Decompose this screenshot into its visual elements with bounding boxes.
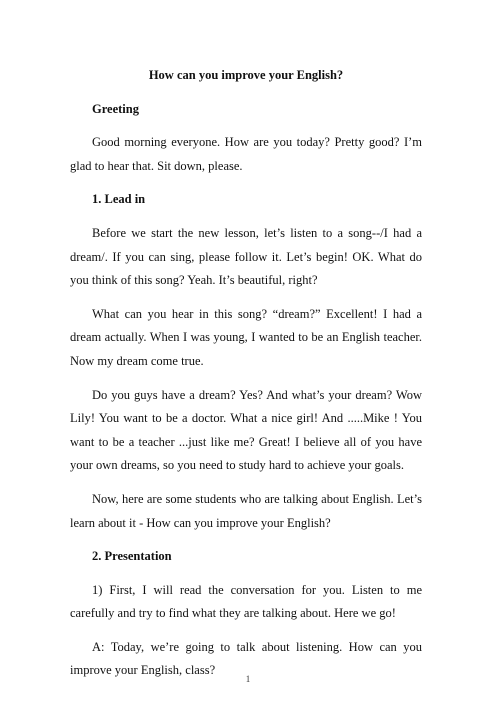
greeting-paragraph: Good morning everyone. How are you today? Pretty good? I’m glad to hear that. Sit down, please. xyxy=(70,135,422,173)
lead-in-paragraph-3: Do you guys have a dream? Yes? And what’s your dream? Wow Lily! You want to be a doctor. What a nice girl! And .....Mike ! You want to be a teacher ...just like me? Great! I believe all of you have your own dreams, so you need to study hard to achieve your goals. xyxy=(70,387,422,473)
lead-in-paragraph-2: What can you hear in this song? “dream?” Excellent! I had a dream actually. When I was young, I wanted to be an English teacher. Now my dream come true. xyxy=(70,306,422,368)
document-body xyxy=(70,64,422,693)
presentation-paragraph-1: 1) First, I will read the conversation for you. Listen to me carefully and try to find what they are talking about. Here we go! xyxy=(70,582,422,621)
lead-in-heading: 1. Lead in xyxy=(92,192,146,207)
greeting-heading: Greeting xyxy=(92,101,139,116)
presentation-heading: 2. Presentation xyxy=(92,549,172,564)
presentation-paragraph-2: A: Today, we’re going to talk about listening. How can you improve your English, class? xyxy=(70,639,422,678)
lead-in-paragraph-1: Before we start the new lesson, let’s listen to a song--/I had a dream/. If you can sing, please follow it. Let’s begin! OK. What do you think of this song? Yeah. It’s beautiful, right? xyxy=(70,225,422,288)
lead-in-paragraph-4: Now, here are some students who are talking about English. Let’s learn about it - How can you improve your English? xyxy=(70,491,422,530)
page-number: 1 xyxy=(245,674,251,684)
document-title: How can you improve your English? xyxy=(148,68,344,82)
